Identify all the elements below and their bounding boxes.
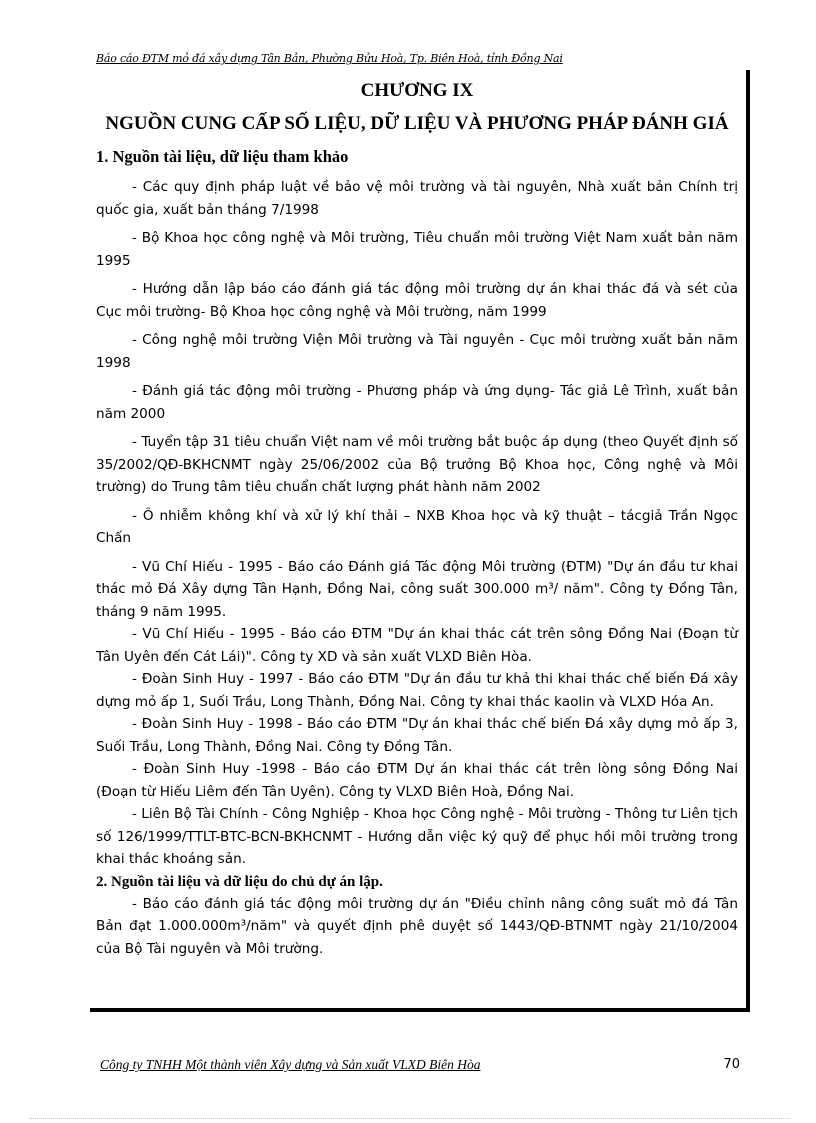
reference-item: - Vũ Chí Hiếu - 1995 - Báo cáo Đánh giá Tác động Môi trường (ĐTM) "Dự án đầu tư khai thác mỏ Đá Xây dựng Tân Hạnh, Đồng Nai, công suất 300.000 m³/ năm". Công ty Đồng Tân, tháng 9 năm 1995. (96, 558, 738, 620)
footer-company: Công ty TNHH Một thành viên Xây dựng và Sản xuất VLXD Biên Hòa (100, 1057, 481, 1072)
reference-item: - Ô nhiễm không khí và xử lý khí thải – NXB Khoa học và kỹ thuật – tácgiả Trần Ngọc Chấn (96, 507, 738, 546)
reference-item: - Liên Bộ Tài Chính - Công Nghiệp - Khoa học Công nghệ - Môi trường - Thông tư Liên tịch số 126/1999/TTLT-BTC-BCN-BKHCNMT - Hướng dẫn việc ký quỹ để phục hồi môi trường trong khai thác khoáng sản. (96, 806, 738, 867)
reference-item: - Đoàn Sinh Huy -1998 - Báo cáo ĐTM Dự án khai thác cát trên lòng sông Đồng Nai (Đoạn từ Hiếu Liêm đến Tân Uyên). Công ty VLXD Biên Hoà, Đồng Nai. (96, 761, 738, 800)
section-2-heading: 2. Nguồn tài liệu và dữ liệu do chủ dự án lập. (96, 873, 383, 890)
reference-item: - Công nghệ môi trường Viện Môi trường và Tài nguyên - Cục môi trường xuất bản năm 1998 (96, 332, 738, 371)
running-header: Báo cáo ĐTM mỏ đá xây dựng Tân Bản, Phường Bửu Hoà, Tp. Biên Hoà, tỉnh Đồng Nai (96, 52, 563, 65)
reference-item: - Các quy định pháp luật về bảo vệ môi trường và tài nguyên, Nhà xuất bản Chính trị quốc gia, xuất bản tháng 7/1998 (96, 179, 738, 218)
reference-item: - Đánh giá tác động môi trường - Phương pháp và ứng dụng- Tác giả Lê Trình, xuất bản năm 2000 (96, 383, 738, 422)
document-body (96, 146, 738, 960)
page-separator (30, 1118, 790, 1119)
reference-item: - Tuyển tập 31 tiêu chuẩn Việt nam về môi trường bắt buộc áp dụng (theo Quyết định số 35/2002/QĐ-BKHCNMT ngày 25/06/2002 của Bộ trưởng Bộ Khoa học, Công nghệ và Môi trường) do Trung tâm tiêu chuẩn chất lượng phát hành năm 2002 (96, 434, 738, 495)
reference-item: - Bộ Khoa học công nghệ và Môi trường, Tiêu chuẩn môi trường Việt Nam xuất bản năm 1995 (96, 230, 738, 269)
page-border-shadow-right (746, 70, 750, 1010)
chapter-title: NGUỒN CUNG CẤP SỐ LIỆU, DỮ LIỆU VÀ PHƯƠNG PHÁP ĐÁNH GIÁ (105, 113, 729, 134)
page-number: 70 (723, 1057, 740, 1072)
reference-item: - Đoàn Sinh Huy - 1998 - Báo cáo ĐTM "Dự án khai thác chế biến Đá xây dựng mỏ ấp 3, Suối Trầu, Long Thành, Đồng Nai. Công ty Đồng Tân. (96, 716, 738, 755)
reference-item: - Hướng dẫn lập báo cáo đánh giá tác động môi trường dự án khai thác đá và sét của Cục môi trường- Bộ Khoa học công nghệ và Môi trường, năm 1999 (96, 281, 738, 320)
reference-item: - Vũ Chí Hiếu - 1995 - Báo cáo ĐTM "Dự án khai thác cát trên sông Đồng Nai (Đoạn từ Tân Uyên đến Cát Lái)". Công ty XD và sản xuất VLXD Biên Hòa. (96, 626, 738, 665)
reference-item: - Báo cáo đánh giá tác động môi trường dự án "Điều chỉnh nâng công suất mỏ đá Tân Bản đạt 1.000.000m³/năm" và quyết định phê duyệt số 1443/QĐ-BTNMT ngày 21/10/2004 của Bộ Tài nguyên và Môi trường. (96, 895, 738, 957)
page-border-shadow-bottom (90, 1008, 750, 1012)
chapter-heading: CHƯƠNG IX (360, 80, 474, 101)
section-1-heading: 1. Nguồn tài liệu, dữ liệu tham khảo (96, 147, 349, 166)
reference-item: - Đoàn Sinh Huy - 1997 - Báo cáo ĐTM "Dự án đầu tư khả thi khai thác chế biến Đá xây dựng mỏ ấp 1, Suối Trầu, Long Thành, Đồng Nai. Công ty khai thác kaolin và VLXD Hóa An. (96, 671, 738, 710)
page-footer (100, 1057, 740, 1073)
